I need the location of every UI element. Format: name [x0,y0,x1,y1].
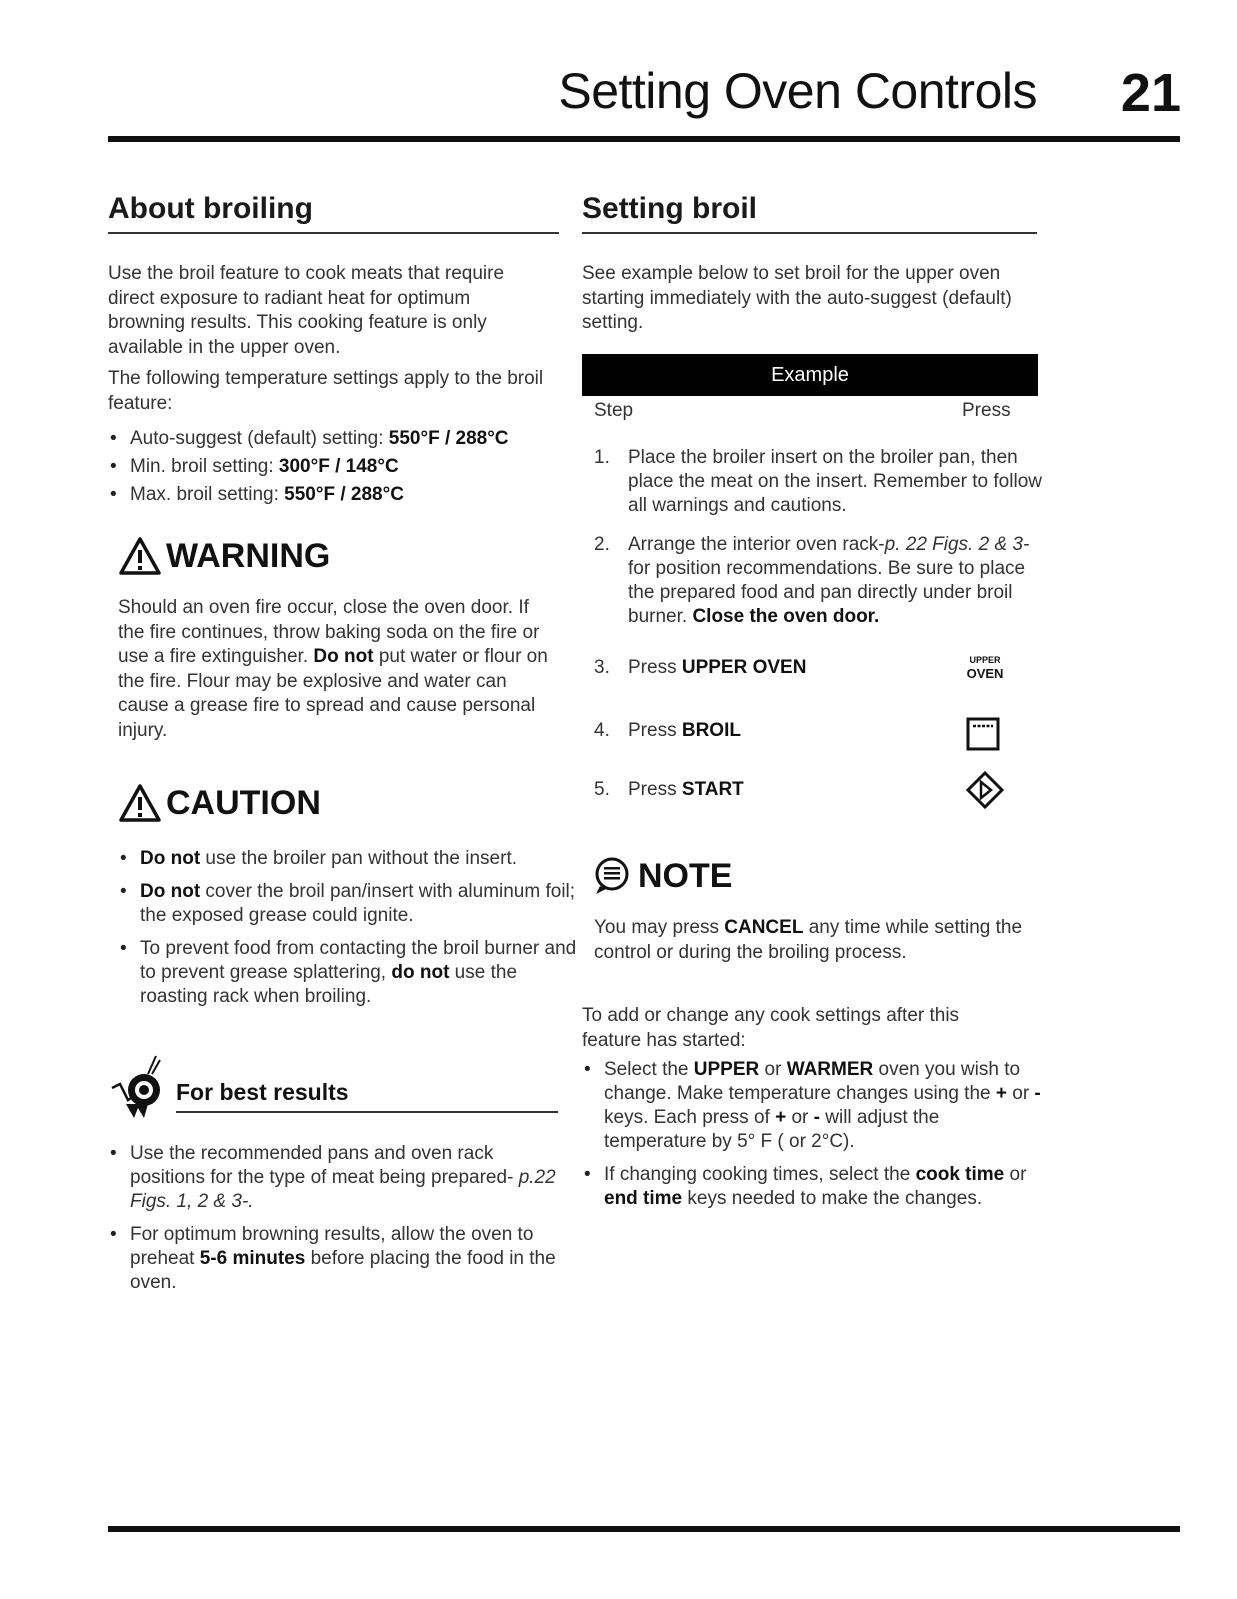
caution-list [118,847,578,1018]
about-broiling-title: About broiling [108,192,313,225]
note-title: NOTE [638,856,733,895]
settings-intro: The following temperature settings apply to the broil feature: [108,368,544,414]
about-broiling-intro: Use the broil feature to cook meats that require direct exposure to radiant heat for optimum browning results. This cooking feature is only available in the upper oven. [108,263,505,358]
change-list [582,1058,1044,1220]
page-title: Setting Oven Controls [558,63,1037,119]
warning-triangle-icon [118,536,162,576]
about-broiling-rule [108,232,559,234]
settings-list [108,427,558,511]
header-rule [108,136,1180,142]
best-results-title: For best results [176,1079,349,1105]
col-step-label: Step [594,400,634,421]
upper-oven-key[interactable] [962,654,1008,680]
change-intro: To add or change any cook settings after this feature has started: [582,1005,960,1051]
step-1: 1. Place the broiler insert on the broiler pan, then place the meat on the insert. Remember to follow all warnings and cautions. [594,447,1042,516]
warning-text: Should an oven fire occur, close the oven door. If the fire continues, throw baking soda on the fire or use a fire extinguisher. Do not put water or flour on the fire. Flour may be explosive and water can cause a grease fire to spread and cause personal injury. [118,597,548,741]
setting-broil-rule [582,232,1037,234]
start-key-icon[interactable] [966,771,1004,809]
warning-heading [118,536,330,576]
list-item: • Auto-suggest (default) setting: 550°F / 288°C [108,427,558,451]
caution-title: CAUTION [166,783,321,822]
example-bar: Example [582,354,1038,396]
list-item: • Min. broil setting: 300°F / 148°C [108,455,558,479]
list-item: • For optimum browning results, allow the oven to preheat 5-6 minutes before placing the food in the oven. [108,1223,568,1295]
best-results-rule [176,1111,558,1113]
list-item: • If changing cooking times, select the cook time or end time keys needed to make the changes. [582,1163,1044,1211]
setting-broil-title: Setting broil [582,192,757,225]
list-item: • Do not use the broiler pan without the insert. [118,847,578,871]
note-text: You may press CANCEL any time while setting the control or during the broiling process. [594,917,1023,963]
setting-broil-intro: See example below to set broil for the upper oven starting immediately with the auto-suggest (default) setting. [582,263,1012,333]
step-5: 5. Press START [594,779,744,800]
note-heading [594,856,732,896]
list-item: • Select the UPPER or WARMER oven you wish to change. Make temperature changes using the + or - keys. Each press of + or - will adjust the temperature by 5° F ( or 2°C). [582,1058,1044,1154]
list-item: • Max. broil setting: 550°F / 288°C [108,483,558,507]
warning-title: WARNING [166,536,331,575]
best-results-list [108,1142,568,1304]
upper-oven-key-line2: OVEN [966,666,1004,681]
page-number: 21 [1120,63,1181,123]
step-3: 3. Press UPPER OVEN [594,657,807,678]
step-4: 4. Press BROIL [594,720,741,741]
footer-rule [108,1526,1180,1532]
ribbon-award-icon [108,1052,172,1118]
list-item: • Use the recommended pans and oven rack positions for the type of meat being prepared- p.22 Figs. 1, 2 & 3-. [108,1142,568,1214]
col-press-label: Press [962,400,1011,421]
upper-oven-key-line1: UPPER [969,655,1001,665]
note-icon [594,856,634,896]
caution-heading [118,783,321,823]
list-item: • Do not cover the broil pan/insert with aluminum foil; the exposed grease could ignite. [118,880,578,928]
broil-key-icon[interactable] [966,717,1000,751]
caution-triangle-icon [118,783,162,823]
list-item: • To prevent food from contacting the broil burner and to prevent grease splattering, do not use the roasting rack when broiling. [118,937,578,1009]
step-2: 2. Arrange the interior oven rack-p. 22 Figs. 2 & 3- for position recommendations. Be sure to place the prepared food and pan directly under broil burner. Close the oven door. [594,534,1030,627]
